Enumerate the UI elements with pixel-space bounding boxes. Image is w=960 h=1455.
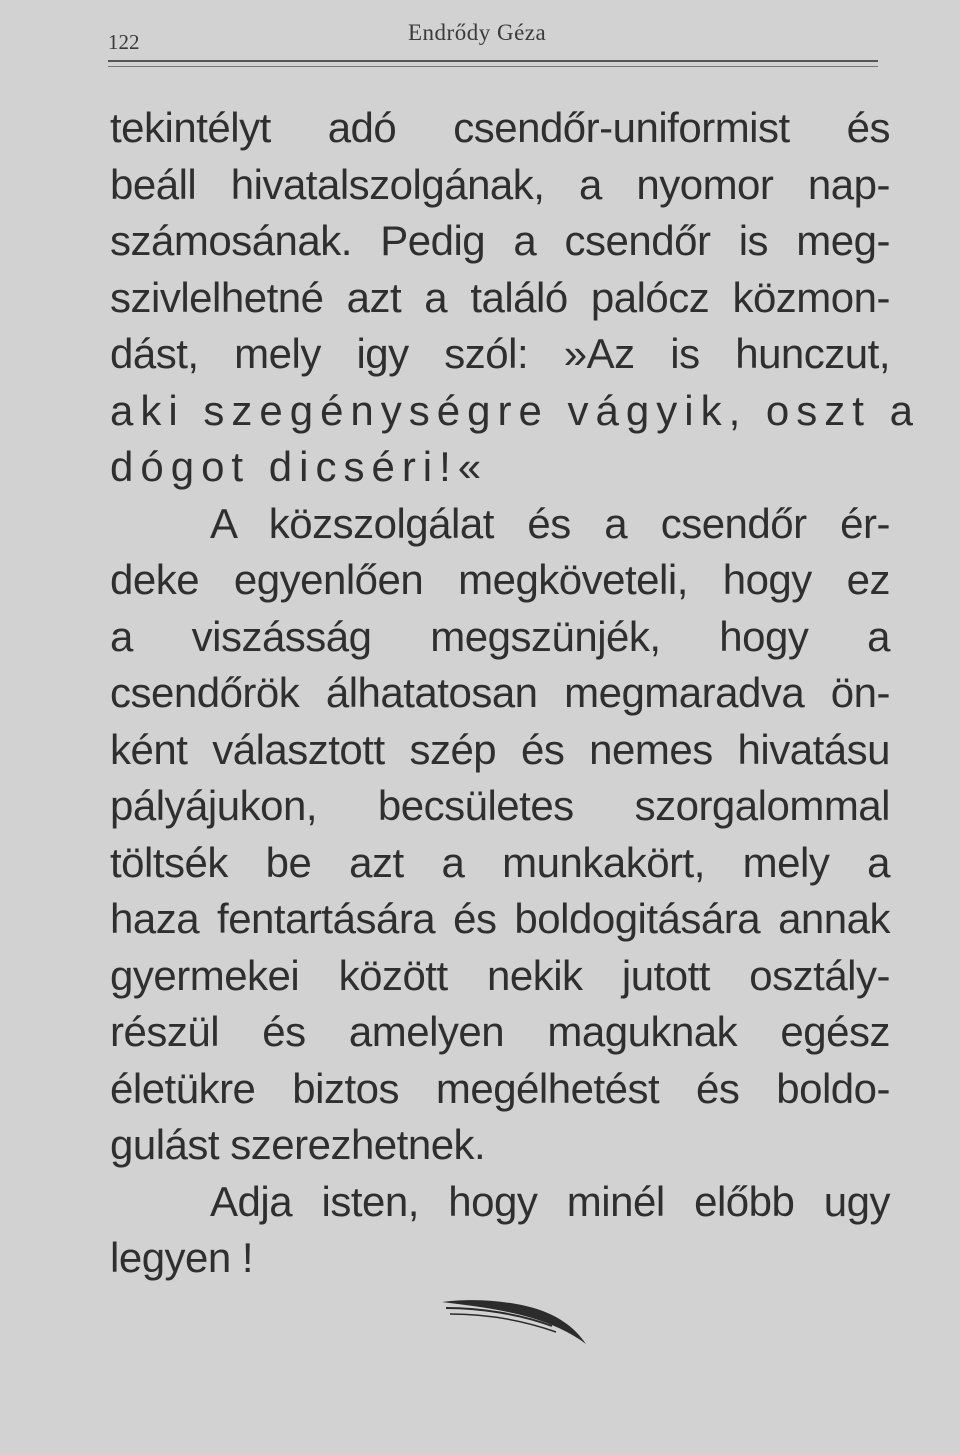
tailpiece-ornament-icon (440, 1288, 590, 1348)
paragraph-start-line: A közszolgálat és a csendőr ér- (210, 499, 890, 547)
text-line-spaced: dógot dicséri!« (110, 443, 489, 490)
text-line: számosának. Pedig a csendőr is meg- (110, 217, 890, 264)
header-rule (108, 60, 878, 62)
text-line-spaced: aki szegénységre vágyik, oszt a (110, 386, 920, 434)
paragraph-end-line: legyen ! (110, 1234, 254, 1281)
text-line: haza fentartására és boldogitására annak (110, 895, 890, 942)
running-head: Endrődy Géza (408, 20, 547, 45)
page-header (108, 20, 878, 54)
text-line: csendőrök álhatatosan megmaradva ön- (110, 669, 890, 716)
paragraph-end-line: gulást szerezhetnek. (110, 1121, 486, 1168)
text-line: szivlelhetné azt a találó palócz közmon- (110, 273, 890, 321)
text-line: ként választott szép és nemes hivatásu (110, 725, 890, 773)
text-line: dást, mely igy szól: »Az is hunczut, (110, 330, 890, 377)
text-line: tekintélyt adó csendőr-uniformist és (110, 104, 890, 151)
text-line: töltsék be azt a munkakört, mely a (110, 838, 890, 886)
text-line: gyermekei között nekik jutott osztály- (110, 951, 890, 999)
text-line: beáll hivatalszolgának, a nyomor nap- (110, 160, 890, 208)
text-line: deke egyenlően megköveteli, hogy ez (110, 556, 890, 603)
header-rule-thin (108, 66, 878, 67)
text-line: életükre biztos megélhetést és boldo- (110, 1064, 890, 1112)
text-line: részül és amelyen maguknak egész (110, 1008, 890, 1055)
text-line: pályájukon, becsületes szorgalommal (110, 782, 890, 829)
body-text (110, 100, 920, 1287)
paragraph-start-line: Adja isten, hogy minél előbb ugy (210, 1177, 890, 1225)
page-number: 122 (108, 30, 140, 54)
text-line: a viszásság megszünjék, hogy a (110, 612, 890, 660)
